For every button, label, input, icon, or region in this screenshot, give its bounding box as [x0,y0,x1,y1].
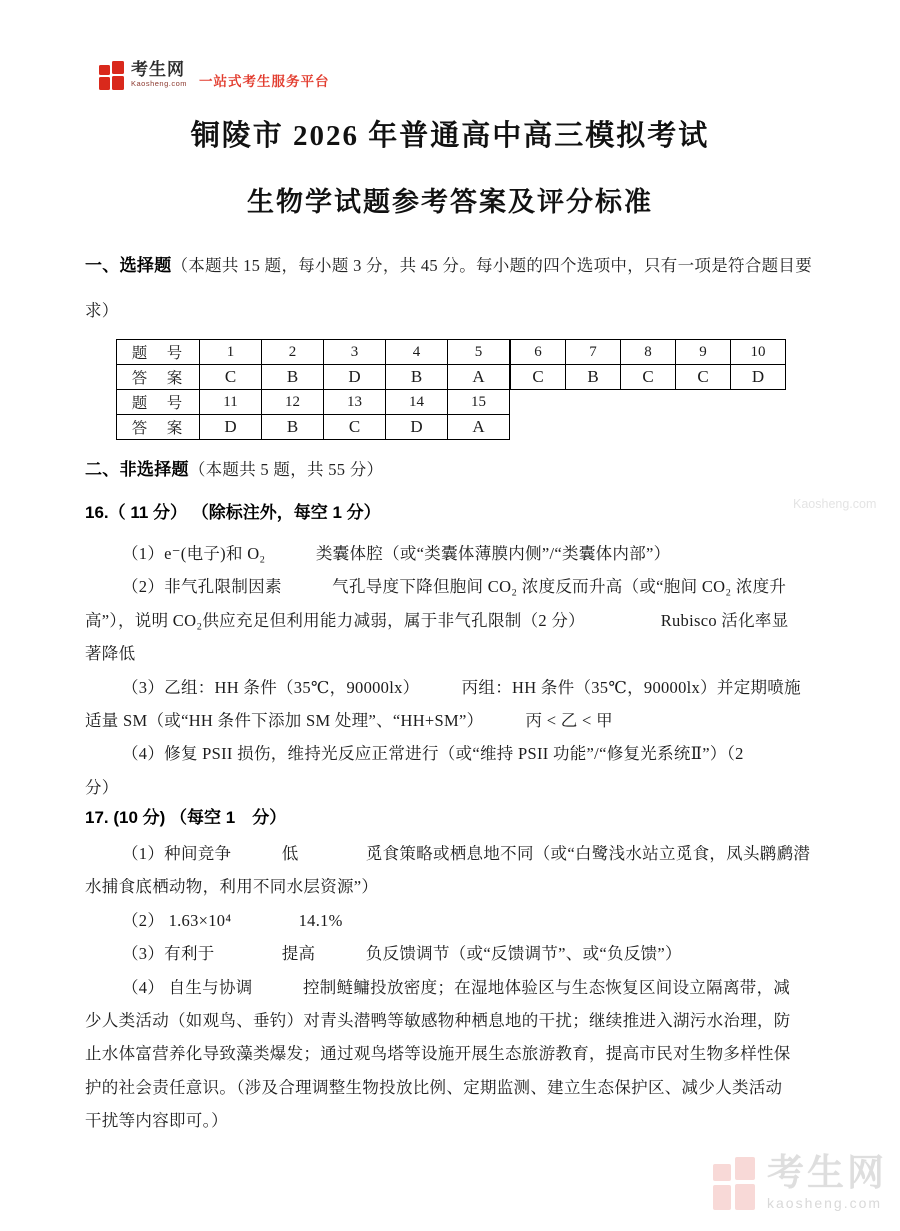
q-number-cell: 12 [262,390,324,415]
q17-answer-line: （1）种间竞争 低 觅食策略或栖息地不同（或“白鹭浅水站立觅食，凤头䴙䴘潜 [122,844,811,863]
q16-answer-line: （2）非气孔限制因素 气孔导度下降但胞间 CO₂ 浓度反而升高（或“胞间 CO₂ 浓度升 [122,577,787,597]
logo-tagline: 一站式考生服务平台 [199,74,330,89]
q17-answer-line: 干扰等内容即可。） [85,1111,228,1131]
q-number-cell: 8 [621,340,676,365]
table-row [117,415,510,440]
answer-cell: C [621,365,676,390]
question-number-label: 题 号 [117,340,200,365]
answer-cell: D [324,365,386,390]
logo-site-name: 考生网 [131,60,185,79]
answer-table-left [116,339,510,440]
q16-answer-line: 分） [85,777,119,797]
question-number-label: 题 号 [117,390,200,415]
exam-title: 铜陵市 2026 年普通高中高三模拟考试 [190,120,710,152]
answer-table [116,339,786,440]
section1-desc: （本题共 15 题，每小题 3 分，共 45 分。每小题的四个选项中，只有一项是符合题目要 [171,256,812,275]
q-number-cell: 14 [386,390,448,415]
q-number-cell: 7 [566,340,621,365]
section2-desc: （本题共 5 题，共 55 分） [188,460,384,479]
answer-cell: A [448,415,510,440]
answer-cell: C [511,365,566,390]
q17-answer-line: （4） 自生与协调 控制鲢鳙投放密度；在湿地体验区与生态恢复区间设立隔离带，减 [122,977,791,997]
watermark-site-name: 考生网 [767,1153,887,1194]
answer-label: 答 案 [117,365,200,390]
question16-answer [85,537,845,804]
q16-answer-line: 高”），说明 CO₂供应充足但利用能力减弱，属于非气孔限制（2 分） Rubisco 活化率显 [85,610,789,630]
table-row [117,365,510,390]
question17-answer [85,837,845,1138]
exam-subtitle: 生物学试题参考答案及评分标准 [247,187,653,217]
q-number-cell: 5 [448,340,510,365]
section2-heading [85,453,383,486]
section2-label: 二、非选择题 [85,460,189,479]
answer-cell: B [386,365,448,390]
answer-cell: C [676,365,731,390]
q-number-cell: 13 [324,390,386,415]
table-row [117,390,510,415]
question16-heading: 16.（ 11 分） （除标注外，每空 1 分） [85,503,381,522]
q17-answer-line: （3）有利于 提高 负反馈调节（或“反馈调节”、或“负反馈”） [122,944,682,964]
table-row [511,365,786,390]
answer-table-right [510,339,786,390]
kaosheng-logo [99,61,330,91]
bottom-watermark [713,1155,887,1211]
answer-cell: B [566,365,621,390]
logo-site-domain: Kaosheng.com [131,79,188,88]
answer-cell: D [200,415,262,440]
table-row [511,340,786,365]
question17-heading: 17. (10 分) （每空 1 分） [85,808,287,827]
q-number-cell: 1 [200,340,262,365]
answer-cell: A [448,365,510,390]
answer-cell: C [324,415,386,440]
answer-label: 答 案 [117,415,200,440]
answer-cell: B [262,365,324,390]
answer-cell: D [386,415,448,440]
kaosheng-watermark-icon [713,1155,759,1211]
q-number-cell: 4 [386,340,448,365]
q-number-cell: 3 [324,340,386,365]
watermark-text [767,1155,887,1210]
logo-text [131,61,187,88]
q16-answer-line: （4）修复 PSII 损伤，维持光反应正常进行（或“维持 PSII 功能”/“修复光系统Ⅱ”）（2 [122,744,744,764]
q16-answer-line: （1）e⁻(电子)和 O₂ 类囊体腔（或“类囊体薄膜内侧”/“类囊体内部”） [122,544,671,563]
q-number-cell: 6 [511,340,566,365]
answer-cell: C [200,365,262,390]
q17-answer-line: 护的社会责任意识。（涉及合理调整生物投放比例、定期监测、建立生态保护区、减少人类活动 [85,1077,783,1097]
q17-answer-line: 少人类活动（如观鸟、垂钓）对青头潜鸭等敏感物种栖息地的干扰；继续推进入湖污水治理，防 [85,1011,791,1031]
answer-cell: D [731,365,786,390]
table-row [117,340,510,365]
kaosheng-logo-icon [99,61,126,91]
q-number-cell: 10 [731,340,786,365]
watermark-site-domain: kaosheng.com [767,1195,883,1211]
section1-label: 一、选择题 [85,256,172,275]
q17-answer-line: 止水体富营养化导致藻类爆发；通过观鸟塔等设施开展生态旅游教育，提高市民对生物多样性保 [85,1044,791,1064]
q16-answer-line: （3）乙组：HH 条件（35℃，90000lx） 丙组：HH 条件（35℃，90000lx）并定期喷施 [122,677,801,697]
q16-answer-line: 著降低 [85,644,136,664]
answer-cell: B [262,415,324,440]
section1-desc-wrap: 求） [85,301,119,320]
q-number-cell: 15 [448,390,510,415]
q-number-cell: 2 [262,340,324,365]
q17-answer-line: 水捕食底栖动物，利用不同水层资源”） [85,877,379,897]
mid-watermark: Kaosheng.com [793,497,877,511]
q17-answer-line: （2） 1.63×10⁴ 14.1% [122,910,343,930]
section1-heading [85,249,845,282]
q16-answer-line: 适量 SM（或“HH 条件下添加 SM 处理”、“HH+SM”） 丙 < 乙 < 甲 [85,711,613,731]
q-number-cell: 11 [200,390,262,415]
q-number-cell: 9 [676,340,731,365]
